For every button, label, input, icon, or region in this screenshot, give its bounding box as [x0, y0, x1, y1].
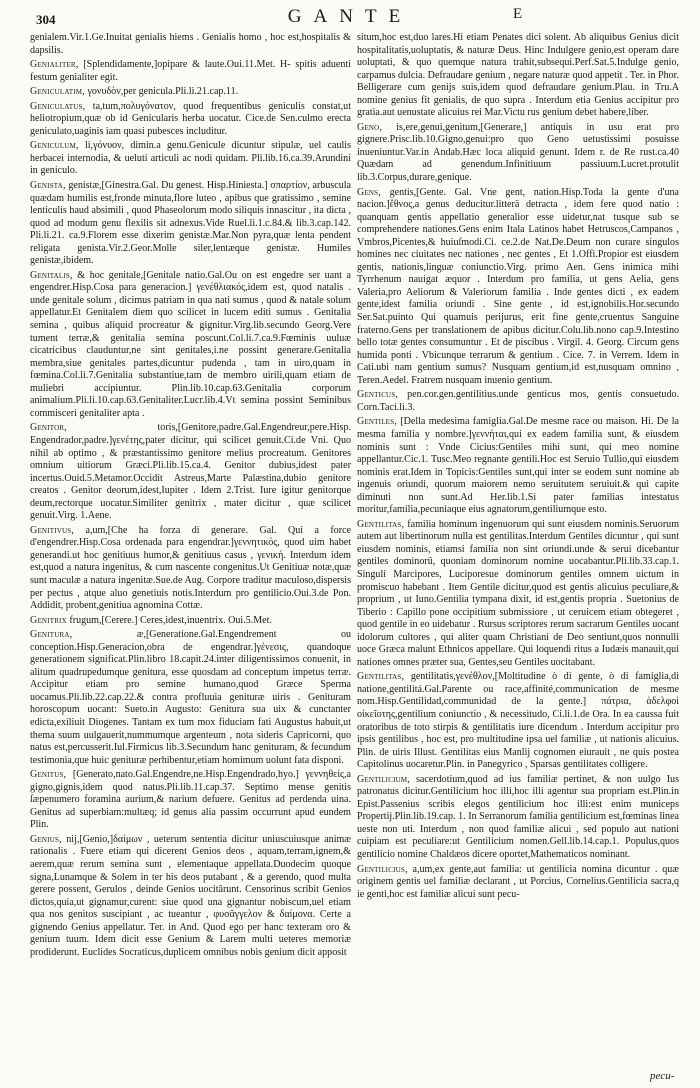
dictionary-entry: [30, 769, 351, 832]
dictionary-entry: [357, 416, 679, 516]
dictionary-entry: [357, 187, 679, 388]
entry-text: γονυδὸν,per genicula.Pli.li.21.cap.11.: [87, 86, 239, 98]
entry-headword: Genticus,: [357, 389, 399, 401]
entry-headword: Geno,: [357, 121, 383, 133]
entry-text: gentis,[Gente. Gal. Vne gent, nation.Hisp.Toda la gente d'una nacion.]ἔθνος,a genus deducitur.litterä detracta , idem fere quod natio : quanquam gentis appellatio generalior esse uidetur,nat tusque sub se comprehendere nationes.Gens enim Itala Latinos habet Hetruscos,Campanos , Vmbros,Picentes,& huiuſmodi.Ci. ce.2.de Nat.De.Deum non curare singulos homines nec ciuitates nec nationes , nec gentes , Et 1.Offi.Propior est eiusdem gentis, nationis,linguæ coniunctio.Virg. primo Aen. Gens inimica mihi Tyrrhenum nauigat æquor . Interdum pro familia, ut gens Aelia, gens Valeria,pro Aeliorum & Valeriorum familia . Inde gentes dicti , ex eadem gente,idest familia oriundi . Sine gente , id est,ignobilis.Hor.secundo Ser.Sat.puinto Qui quamuis perijurus, erit fine gente,cruentus Sanguine fraterno.Gens per translationem de apibus dicitur.Colu.lib.nono cap.9.Intestino bello totæ gentes consumuntur . Et de piscibus . Virgil. 4. Georg. Circum gens humida ponti . Vbicunque terrarum & gentium . Cice. 7. in Verrem. Idem in Cati.ubi nam gentium sumus? Nusquam gentium,id est,nusquam omnino , Teren.Aedel. Fratrem nusquam inuenio gentium.: [357, 186, 679, 386]
entry-text: sacerdotium,quod ad ius familiæ pertinet, & non uulgo Ius patronatus dicitur.Gentilicium hoc illi,hoc illi agentur sua propriam est.Plin.in Epist.Passenius scribis elegos gentilicium hoc illi:est enim municeps Propertij.Plin.lib.19.cap. 1. In Serranorum familia gentilicium est,fœminas linea ueste non uti. Interdum , non quod familiæ alicui , sed populo aut nationi cuipiam est peculiare:ut Gentilicium nomen.Gell.lib.14.cap.1. Populus,quos gentilicio nomine Chaldæos dicere oportet,Mathematicos nominant.: [357, 773, 679, 860]
left-column: [30, 32, 351, 1082]
running-tail: E: [513, 6, 523, 22]
entry-headword: Gentilitas,: [357, 518, 405, 530]
entry-headword: Gentiles,: [357, 416, 397, 428]
entry-text: is,ere,genui,genitum,[Generare,] antiquis in usu erat pro gignere.Prisc.lib.10.Gigno,genui:pro quo Geno uetustissimi posuisse inueniuntur.Var.in Andab.Hæc loca aliquid genunt. Idem r. de Re rust.ca.40 Quædam ad genendum.Infinitiuum passiuum.Lucret.protulit lib.3.Corpus,durare,genique.: [357, 121, 679, 184]
dictionary-entry: [30, 101, 351, 139]
entry-headword: Geniculum,: [30, 140, 79, 152]
entry-text: gentilitatis,γενέθλον,[Moltitudine ò di gente, ò di famiglia,di natione,gentilitá.Gal.Parente ou race,affinité,communication de mesme nom.Hisp.Gentilidad,communidad de la gente.] πάτρια, ἀδελφοὶ οἰκεῖοτης,gentilium coniunctio , & necessitudo, Ci.li.1.de Ora. In ea caussa fuit oratoribus de toto stirpis & gentilitatis iure dicendum . Interdum accipitur pro ipsis gentilibus , hoc est, pro multitudine ipsa uel familiæ , ut nationis alicuius. Plin. de uiris Illust. Gentilitas eius Manlij cognomen eiurauit , ne quis postea Capitolinus uocaretur.Plin. in Panegyrico , Sparsas gentilitates colligere.: [357, 671, 679, 771]
dictionary-entry: [357, 671, 679, 771]
entry-headword: Genitalis,: [30, 269, 73, 281]
dictionary-entry: [357, 32, 679, 120]
dictionary-entry: [30, 422, 351, 522]
dictionary-entry: [30, 180, 351, 268]
right-column: [357, 32, 679, 1082]
entry-headword: Gentilitas,: [357, 671, 405, 683]
running-head: [0, 6, 700, 28]
entry-text: a,um,ex gente,aut familia: ut gentilicia nomina dicuntur . quæ originem gentis uel familiæ declarant , ut Porcius, Cornelius.Gentilicia sacra,q ie genti,hoc est familiæ alicui sunt pecu-: [357, 863, 679, 900]
dictionary-entry: [30, 270, 351, 421]
entry-text: toris,[Genitore,padre.Gal.Engendreur,pere.Hisp. Engendrador,padre.]γενέτης,pater dicitur, qui scilicet genuit.Ci.de Vni. Quo nihil ab optimo , & præstantissimo genitore melius procreatum. Genitores omnium uitiorum Græci.Pli.lib.15.ca.4. Genitor dubius,idest pater incertus.Ouid.5.Metamor.Occidit Astreus,Marte Palæstina,dubio genitore creatos . Genitor deorum,idest,Iupiter . Idem 2.Trist. Iure igitur genitorque deum,rectorque uocatur.Similiter genitrix , mater dicitur , quæ scilicet genuit.Virg. 1.Aene.: [30, 422, 351, 522]
entry-headword: Genitus,: [30, 769, 67, 781]
dictionary-entry: [30, 86, 351, 99]
entry-text: genistæ,[Ginestra.Gal. Du genest. Hisp.Hiniesta.] σπαρτίον, arbuscula quædam humilis est,fronde minuta,flore luteo , apibus que gratissimo , semine lenticulis haud absimili , quod Phaseolorum modo siliquis innascitur , ita dicta , quod ad modum genu flexilis sit adnexus.Vide Ruel.li.1.c.84.& lib.3.cap.142. Pli.li.21. ca.9.Florem esse dixerim genistæ.Mar.Non pyra,quæ lenta pendent religata genista.Vir.2.Geor.Molle siler,lentæque genistæ. Humiles genistæ,ibidem.: [30, 180, 351, 267]
entry-headword: Genitivus,: [30, 524, 75, 536]
entry-headword: Genitrix: [30, 614, 67, 626]
entry-headword: Genius,: [30, 833, 62, 845]
entry-text: [Generato,nato.Gal.Engendre,ne.Hisp.Engendrado,hyo.] γεννηθείς,a gigno,gignis,idem quod natus.Pli.lib.11.cap.37. Septimo mense genitis ſæpenumero foramina aurium,& narium defuere. Genitus ad perdenda uina. Genitus ad superbiam:multæq; id genus alia passim occurrunt apud eundem Plin.: [30, 769, 351, 831]
dictionary-entry: [357, 774, 679, 862]
entry-text: nij,[Genio,]δαίμων , ueterum sententia dicitur uniuscuiusque animæ rationalis . Fuere etiam qui dicerent Genios deos , aquam,terram,ignem,& aerem,quæ rerum semina sunt , elementaque appellata.Duodecim quoque signa,Lunamque & Solem in ter his deos putabant , & a gerendo, quod multa gerere possent, Gerulos , deinde Genios uocitârunt. Censorinus scribit Genios dictos,quia,ut gignamur,curent: siue quod una gignantur nobiscum,uel etiam qua nos genitos suscipiant , ac tueantur , φυσᾶγγελον & δαίμονα. Certe a gignendo Genius appellatur. Ter. in And. Quod ego per hanc texteram oro & genium tuum. Idem dicit esse Genium & Larem multi ueteres memoriæ prodiderunt. Euclides Socraticus,duplicem omnibus nobis genium dicit apposit: [30, 833, 351, 958]
entry-headword: Gentilicium,: [357, 773, 410, 785]
entry-text: [Splendidamente,]opipare & laute.Oui.11.Met. H- spitis aduenti festum genialiter egit.: [30, 59, 351, 83]
dictionary-entry: [30, 615, 351, 628]
entry-headword: Gens,: [357, 186, 381, 198]
entry-text: ta,tum,πολυγόνατον, quod frequentibus geniculis constat,ut heliotropium,quæ ob id Genicularis herba uocatur. Cice.de Sen.culmo erecta geniculato,uaginis iam quasi pubesces includitur.: [30, 100, 351, 137]
entry-text: [Della medesima famiglia.Gal.De mesme race ou maison. Hi. De la mesma familia y nombre.]γεννήται,qui ex eadem familia sunt, & eiusdem nominis sunt : Vnde Cicius:Gentiles mihi sunt, qui meo nomine appellantur.Cic.1. Tusc.Meo regnante gentili.Hoc est Seruio Tullio,qui eiusdem nominis erat.Idem in Topicis:Gentiles sunt,qui inter se eodem sunt nomine ab ingenuis oriundi, quorum maiorem nemo seruitutem seruiuit.& qui capite diminuti non sunt.Ad Her.lib.1.Si pater familias intestatus moritur,familia,pecuniaque eius agnatorum,gentiliumque esto.: [357, 416, 679, 516]
running-title: GANTE: [287, 6, 413, 27]
dictionary-entry: [357, 389, 679, 414]
entry-text: pen.cor.gen.gentilitius.unde genticus mos, gentis consuetudo. Corn.Taci.li.3.: [357, 389, 679, 413]
entry-headword: Genitor,: [30, 422, 67, 434]
entry-headword: Genista,: [30, 180, 66, 192]
entry-text: & hoc genitale,[Genitale natio.Gal.Ou on est engedre ser uant a engendrer.Hisp.Cosa para generacion.] γενέθλιακός,idem est, quod natalis . unde genitale solum , dicimus patriam in qua nati sumus , quod & natale solum appellatur.Et Genitalem diem quo scilicet in lucem editi sumus . Genitalia semina , quibus aliquid procreatur & gignitur.Virg.lib.secundo Georg.Vere tument terræ,& genitalia semina poscunt.Col.li.7.ca.9.Fœminis uuluæ cicatricibus clauduntur,ne sint genitales,i.ne possint generare.Genitalia membra,siue genitales partes,dicuntur pudenda , tam in uiro,quam in fœmina.Col.li.7.Genitalia substantiue,tam de membro uirili,quam etiam de muliebri accipiuntur. Plin.lib.10.cap.63.Genitalia corporum animalium.Pli.li.10.cap.63.Genitaliter.Lucr.lib.4.Vt semina possint Seminibus commisceri genitaliter apta .: [30, 269, 351, 419]
entry-text: genialem.Vir.1.Ge.Inuitat genialis hiems . Genialis homo , hoc est,hospitalis & dapsilis.: [30, 32, 351, 56]
entry-text: familia hominum ingenuorum qui sunt eiusdem nominis.Seruorum autem aut libertinorum nulla est gentilitas.Interdum Gentiles dicuntur , qui sunt eiusdem nominis, etiamsi familia non sint oriundi.unde & serui dicebantur gentiles dominorū, quoniam dominorum nomine uocabantur.Pli.lib.33.cap.1. Singuli Marcipores, Luciporesue dominorum gentiles omnem uictum in promiscuo habebant . Item Gentile dicitur,quod est gentis alicuius peculiare,& proprium , ut Iuno.Gentilia tympana dixit, id est,gentis propria . Suetonius de Tiberio : Capillo pone occipitium submissiore , ut ceruicem etiam obtegeret , quod gentile in eo uidebatur . Rursus scriptores rerum sacrarum Gentiles uocant idolorum cultores , qui aliter quam Christiani de Deo sentiunt,quos nonnulli uoce Græca malunt Ethnicos appellare. Qui loquendi ritus a Iudæis manauit,qui nationes omnes præter sua, Gentes,seu Gentiles uocitabant.: [357, 518, 679, 668]
dictionary-entry: [30, 834, 351, 959]
dictionary-entry: [30, 32, 351, 57]
dictionary-entry: [30, 525, 351, 613]
page-number: 304: [36, 12, 56, 27]
entry-headword: Geniculatus,: [30, 100, 86, 112]
entry-headword: Genitura,: [30, 629, 73, 641]
entry-headword: Geniculatim,: [30, 86, 85, 98]
dictionary-entry: [30, 140, 351, 178]
dictionary-entry: [30, 59, 351, 84]
entry-headword: Gentilicius,: [357, 863, 408, 875]
entry-text: li,γόνυον, dimin.a genu.Genicule dicuntur stipulæ, uel caulis herbacei internodia, & ueluti articuli ac nodi quidam. Pli.lib.16.ca.39.Arundini in geniculo.: [30, 140, 351, 177]
entry-headword: Genialiter,: [30, 59, 79, 71]
entry-text: a,um,[Che ha forza di generare. Gal. Qui a force d'engendrer.Hisp.Cosa ordenada para engendrar.]γεννητικός, quod uim habet generandi.ut hoc genitiuus humor,& genitiuus casus , γενική. Interdum idem est,quod a natura ingenitus, & cum nascente congenitus.Ut Genitiuæ notæ,quæ sunt maculæ a natura ingenitæ.Sue.de Aug. Corpore traditur maculoso,dispersis per pectus , atque aluo genetiuis notis.Interdum pro gentilicio.Oui.3.de Pon. Addidit, probent,genitiua agnomina Cottæ.: [30, 524, 351, 612]
entry-text: æ,[Generatione.Gal.Engendrement ou conception.Hisp.Generacion,obra de engendrar.]γένεσις, quandoque generationem significat.Plin.libro 18.capit.24.inter diligentissimos conuenit, in alitum quadrupedumque genitura, esse quosdam ad conceptum impetus terræ. Accipitur etiam pro semine humano,quod Græce Sperma uocamus.Pli.lib.22.cap.22.& contra profluuia genituræ uiris . Genituram horoscopum uocant: Sueto.in Augusto: Genitura sua uix & cunctanter edicta,exiliuit Diogenes. Tantam ex tum mox fiduciam fati Augustus habuit,ut thema suum uulgauerit,nummumque argenteum , nota sideris Capricorni, quo natus est,percusserit.Iul.Firmicus lib.3.Secundum hanc genituram, & fecundum testimonia,que huic genituræ perhibentur,etiam homimum uolunt fata disponi.: [30, 629, 351, 766]
dictionary-entry: [357, 122, 679, 185]
entry-text: frugum,[Cerere.] Ceres,idest,inuentrix. Oui.5.Met.: [69, 614, 272, 626]
entry-text: situm,hoc est,duo lares.Hi etiam Penates dici solent. Ab aliquibus Genius dicit hospitalitatis,uoluptatis, & naturæ Deus. Hinc Indulgere genio,est operam dare uoluptati, & quo quemque natura trahit,subsequi.Perf.Sat.5.Indulge genio, carpamus dulcia. Defraudare genium , negare naturæ quod appetit . Ter. in Phor. Belligerare cum genijs suis,idem quod defraudare genium.Plau. in Tru.A nomine genius fit genialis, de quo supra . Interdum etia Genius accipitur pro gratia.aut uenustate alicuius rei Mar.Victu rus genium debet habere,liber.: [357, 32, 679, 119]
dictionary-entry: [30, 629, 351, 767]
dictionary-entry: [357, 864, 679, 902]
catchword: pecu-: [650, 1070, 675, 1082]
dictionary-entry: [357, 519, 679, 670]
